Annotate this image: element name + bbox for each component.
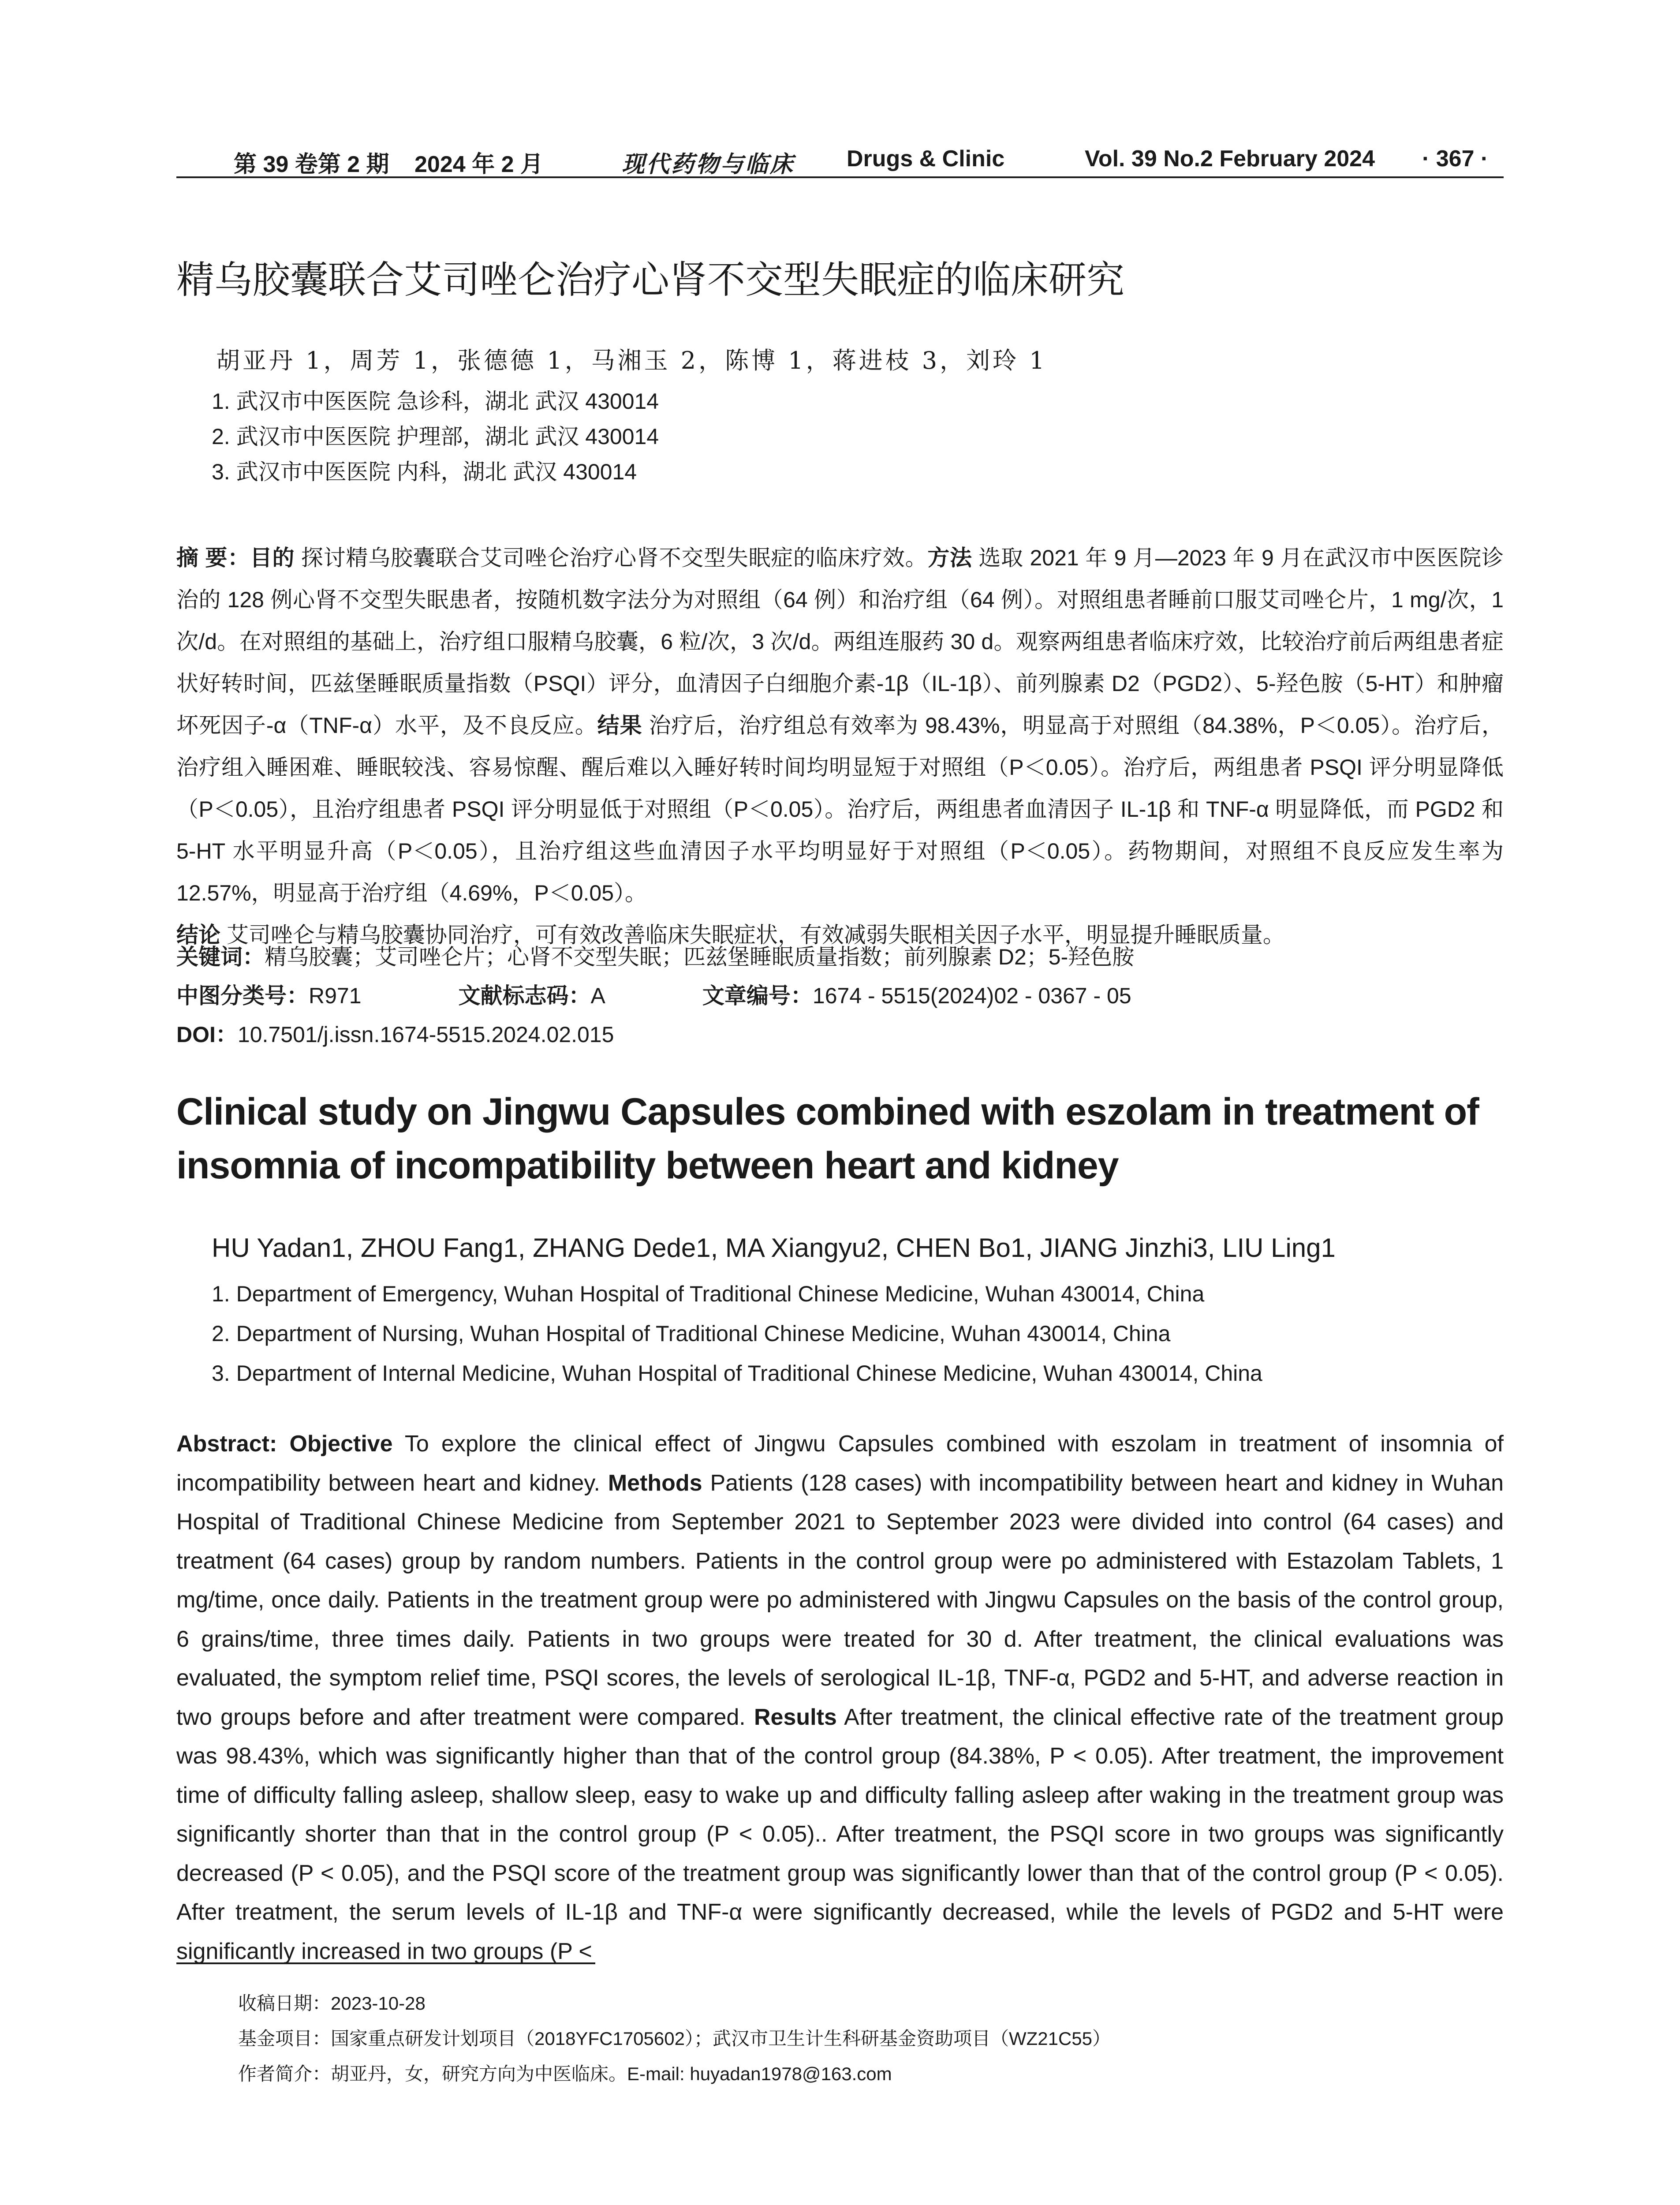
article-title-cn: 精乌胶囊联合艾司唑仑治疗心肾不交型失眠症的临床研究 xyxy=(176,258,1124,302)
affiliation-en-3: 3. Department of Internal Medicine, Wuhan Hospital of Traditional Chinese Medicine, Wuhan 430014, China xyxy=(212,1361,1262,1386)
clc-label: 中图分类号： xyxy=(176,983,309,1008)
abstract-cn xyxy=(176,537,1504,956)
footnote-author: 作者简介：胡亚丹，女，研究方向为中医临床。E-mail: huyadan1978@163.com xyxy=(238,2063,892,2084)
article-no-value: 1674 - 5515(2024)02 - 0367 - 05 xyxy=(812,983,1131,1008)
authors-en: HU Yadan1, ZHOU Fang1, ZHANG Dede1, MA Xiangyu2, CHEN Bo1, JIANG Jinzhi3, LIU Ling1 xyxy=(212,1233,1336,1263)
footnote-received: 收稿日期：2023-10-28 xyxy=(238,1993,426,2014)
objective-label-cn: 目的 xyxy=(250,546,295,570)
doi-label: DOI： xyxy=(176,1022,238,1047)
doi-value: 10.7501/j.issn.1674-5515.2024.02.015 xyxy=(237,1022,614,1047)
affiliation-cn-3: 3. 武汉市中医医院 内科，湖北 武汉 430014 xyxy=(212,460,637,484)
keywords-label-cn: 关键词： xyxy=(176,945,265,969)
footnote-fund: 基金项目：国家重点研发计划项目（2018YFC1705602）；武汉市卫生计生科研基金资助项目（WZ21C55） xyxy=(238,2028,1111,2049)
conclusion-label-cn: 结论 xyxy=(176,923,220,947)
clc-value: R971 xyxy=(309,983,362,1008)
affiliation-cn-1: 1. 武汉市中医医院 急诊科，湖北 武汉 430014 xyxy=(212,389,659,414)
header-volume-en: Vol. 39 No.2 February 2024 xyxy=(1085,146,1375,172)
affiliation-en-2: 2. Department of Nursing, Wuhan Hospital of Traditional Chinese Medicine, Wuhan 430014, China xyxy=(212,1321,1171,1346)
header-volume-cn: 第 39 卷第 2 期 xyxy=(234,152,389,177)
results-text-cn: 治疗后，治疗组总有效率为 98.43%，明显高于对照组（84.38%，P＜0.05）。治疗后，治疗组入睡困难、睡眠较浅、容易惊醒、醒后难以入睡好转时间均明显短于对照组（P＜0.05）。治疗后，两组患者 PSQI 评分明显降低（P＜0.05），且治疗组患者 PSQI 评分明显低于对照组（P＜0.05）。治疗后，两组患者血清因子 IL-1β 和 TNF-α 明显降低，而 PGD2 和 5-HT 水平明显升高（P＜0.05），且治疗组这些血清因子水平均明显好于对照组（P＜0.05）。药物期间，对照组不良反应发生率为 12.57%，明显高于治疗组（4.69%，P＜0.05）。 xyxy=(176,713,1504,905)
affiliation-cn-2: 2. 武汉市中医医院 护理部，湖北 武汉 430014 xyxy=(212,424,659,449)
affiliation-en-1: 1. Department of Emergency, Wuhan Hospital of Traditional Chinese Medicine, Wuhan 430014, China xyxy=(212,1282,1205,1306)
methods-label-en: Methods xyxy=(608,1470,702,1496)
doc-code-label: 文献标志码： xyxy=(458,983,591,1008)
doc-code-value: A xyxy=(590,983,605,1008)
results-label-en: Results xyxy=(754,1704,837,1730)
objective-label-en: Objective xyxy=(289,1431,393,1457)
authors-cn: 胡亚丹 1，周芳 1，张德德 1，马湘玉 2，陈博 1，蒋进枝 3，刘玲 1 xyxy=(216,347,1047,374)
abstract-cn-label: 摘 要： xyxy=(176,546,250,570)
header-journal-en: Drugs & Clinic xyxy=(847,146,1005,172)
header-date-cn: 2024 年 2 月 xyxy=(414,152,543,177)
header-journal-cn: 现代药物与临床 xyxy=(622,151,795,178)
header-page-number: · 367 · xyxy=(1422,146,1489,172)
footnote-rule xyxy=(176,1962,595,1964)
keywords-text-cn: 精乌胶囊；艾司唑仑片；心肾不交型失眠；匹兹堡睡眠质量指数；前列腺素 D2；5-羟色胺 xyxy=(265,945,1135,969)
methods-text-cn: 选取 2021 年 9 月—2023 年 9 月在武汉市中医医院诊治的 128 例心肾不交型失眠患者，按随机数字法分为对照组（64 例）和治疗组（64 例）。对照组患者睡前口服艾司唑仑片，1 mg/次，1 次/d。在对照组的基础上，治疗组口服精乌胶囊，6 粒/次，3 次/d。两组连服药 30 d。观察两组患者临床疗效，比较治疗前后两组患者症状好转时间，匹兹堡睡眠质量指数（PSQI）评分，血清因子白细胞介素-1β（IL-1β）、前列腺素 D2（PGD2）、5-羟色胺（5-HT）和肿瘤坏死因子-α（TNF-α）水平，及不良反应。 xyxy=(176,546,1504,738)
methods-text-en: Patients (128 cases) with incompatibility between heart and kidney in Wuhan Hospital of Traditional Chinese Medicine from September 2021 to September 2023 were divided into control (64 cases) and treatment (64 cases) group by random numbers. Patients in the control group were po administered with Estazolam Tablets, 1 mg/time, once daily. Patients in the treatment group were po administered with Jingwu Capsules on the basis of the control group, 6 grains/time, three times daily. Patients in two groups were treated for 30 d. After treatment, the clinical evaluations was evaluated, the symptom relief time, PSQI scores, the levels of serological IL-1β, TNF-α, PGD2 and 5-HT, and adverse reaction in two groups before and after treatment were compared. xyxy=(176,1470,1504,1730)
objective-text-en: To explore the clinical effect of Jingwu Capsules combined with eszolam in treatment of insomnia of incompatibility between heart and kidney. xyxy=(176,1431,1504,1496)
conclusion-text-cn: 艾司唑仑与精乌胶囊协同治疗，可有效改善临床失眠症状，有效减弱失眠相关因子水平，明显提升睡眠质量。 xyxy=(220,923,1285,947)
classification-line xyxy=(176,978,1131,1010)
results-label-cn: 结果 xyxy=(597,713,642,738)
article-no-label: 文章编号： xyxy=(702,983,813,1008)
article-title-en: Clinical study on Jingwu Capsules combined with eszolam in treatment of insomnia of incompatibility between heart and kidney xyxy=(176,1091,1479,1187)
running-header xyxy=(176,141,1504,178)
objective-text-cn: 探讨精乌胶囊联合艾司唑仑治疗心肾不交型失眠症的临床疗效。 xyxy=(295,546,928,570)
abstract-en xyxy=(176,1424,1504,1971)
results-text-en: After treatment, the clinical effective rate of the treatment group was 98.43%, which was significantly higher than that of the control group (84.38%, P < 0.05). After treatment, the improvement time of difficulty falling asleep, shallow sleep, easy to wake up and difficulty falling asleep after waking in the treatment group was significantly shorter than that in the control group (P < 0.05).. After treatment, the PSQI score in two groups was significantly decreased (P < 0.05), and the PSQI score of the treatment group was significantly lower than that of the control group (P < 0.05). After treatment, the serum levels of IL-1β and TNF-α were significantly decreased, while the levels of PGD2 and 5-HT were significantly increased in two groups (P < xyxy=(176,1704,1504,1964)
doi-line xyxy=(176,1017,614,1049)
methods-label-cn: 方法 xyxy=(927,546,972,570)
keywords-cn xyxy=(176,939,1134,971)
abstract-en-label: Abstract: xyxy=(176,1431,290,1457)
